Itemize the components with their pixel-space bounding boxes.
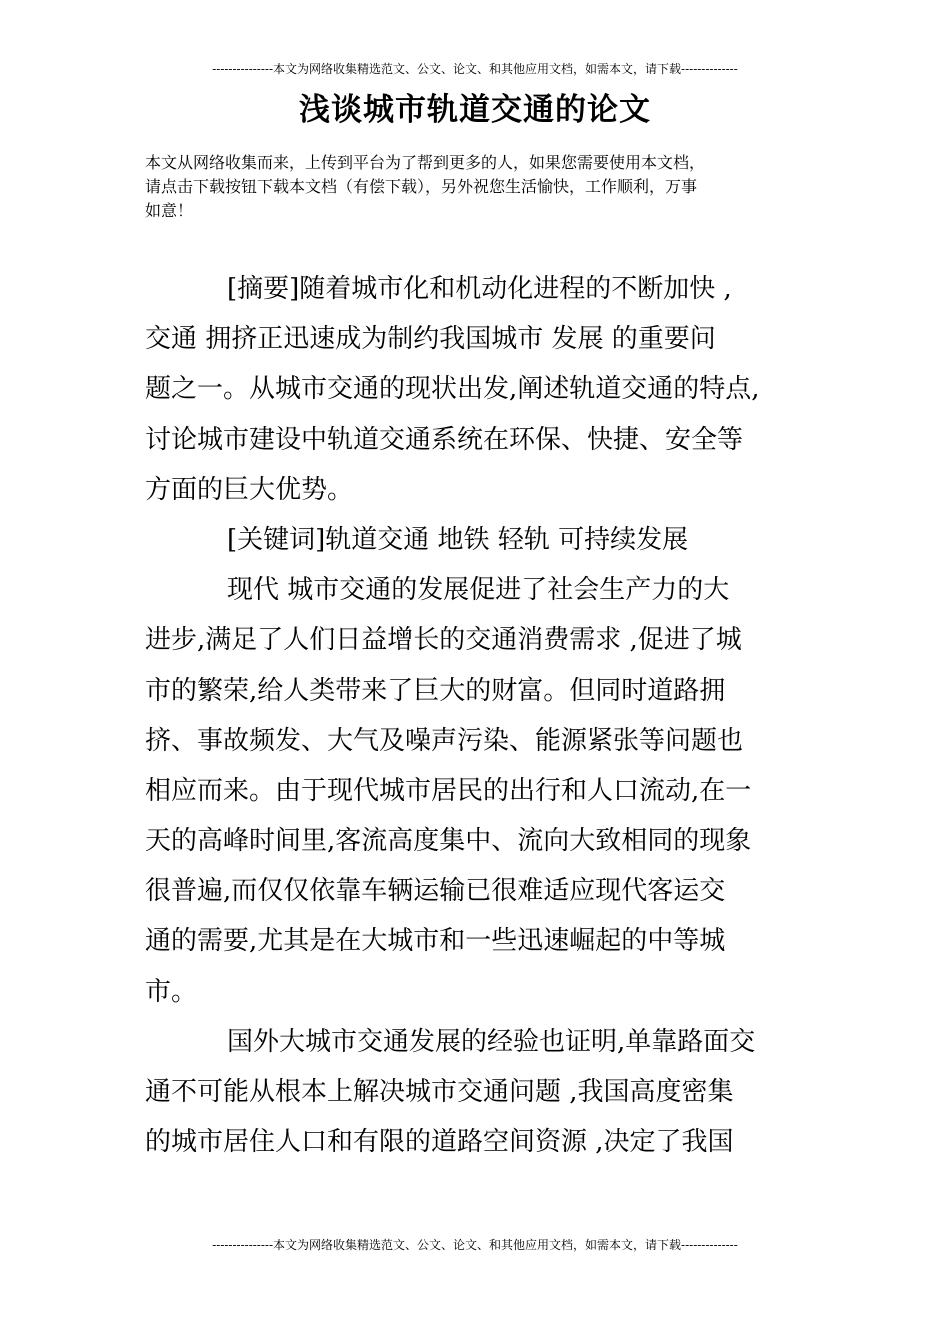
paragraph-line: 相应而来。由于现代城市居民的出行和人口流动,在一	[145, 775, 752, 806]
intro-line: 本文从网络收集而来，上传到平台为了帮到更多的人，如果您需要使用本文档，	[145, 153, 706, 172]
abstract-line: 讨论城市建设中轨道交通系统在环保、快捷、安全等	[145, 424, 744, 455]
intro-line: 如意！	[145, 201, 194, 220]
abstract-line: 题之一。从城市交通的现状出发,阐述轨道交通的特点,	[145, 374, 760, 405]
paragraph-line: 天的高峰时间里,客流高度集中、流向大致相同的现象	[145, 826, 752, 857]
paragraph-line: 很普遍,而仅仅依靠车辆运输已很难适应现代客运交	[145, 876, 726, 907]
paragraph-line: 市。	[145, 976, 198, 1007]
intro-note	[145, 151, 809, 223]
paragraph-line: 市的繁荣,给人类带来了巨大的财富。但同时道路拥	[145, 675, 726, 706]
article-body	[145, 264, 813, 1167]
abstract-line: 交通 拥挤正迅速成为制约我国城市 发展 的重要问	[145, 324, 716, 355]
footer-note: ---------------本文为网络收集精选范文、公文、论文、和其他应用文档，如需本文，请下载--------------	[212, 1238, 738, 1252]
document-title: 浅谈城市轨道交通的论文	[299, 92, 651, 128]
header-note: ---------------本文为网络收集精选范文、公文、论文、和其他应用文档，如需本文，请下载--------------	[212, 62, 738, 76]
paragraph-line: 现代 城市交通的发展促进了社会生产力的大	[227, 575, 730, 606]
paragraph-line: 的城市居住人口和有限的道路空间资源 ,决定了我国	[145, 1127, 734, 1158]
abstract-line: 方面的巨大优势。	[145, 474, 354, 505]
keywords-line: [关键词]轨道交通 地铁 轻轨 可持续发展	[227, 524, 689, 555]
paragraph-line: 挤、事故频发、大气及噪声污染、能源紧张等问题也	[145, 725, 744, 756]
paragraph-line: 进步,满足了人们日益增长的交通消费需求 ,促进了城	[145, 625, 742, 656]
intro-line: 请点击下载按钮下载本文档（有偿下载），另外祝您生活愉快，工作顺利，万事	[145, 177, 698, 196]
paragraph-line: 国外大城市交通发展的经验也证明,单靠路面交	[227, 1026, 756, 1057]
paragraph-line: 通不可能从根本上解决城市交通问题 ,我国高度密集	[145, 1077, 734, 1107]
paragraph-line: 通的需要,尤其是在大城市和一些迅速崛起的中等城	[145, 926, 726, 957]
abstract-line: [摘要]随着城市化和机动化进程的不断加快 ,	[227, 274, 732, 304]
